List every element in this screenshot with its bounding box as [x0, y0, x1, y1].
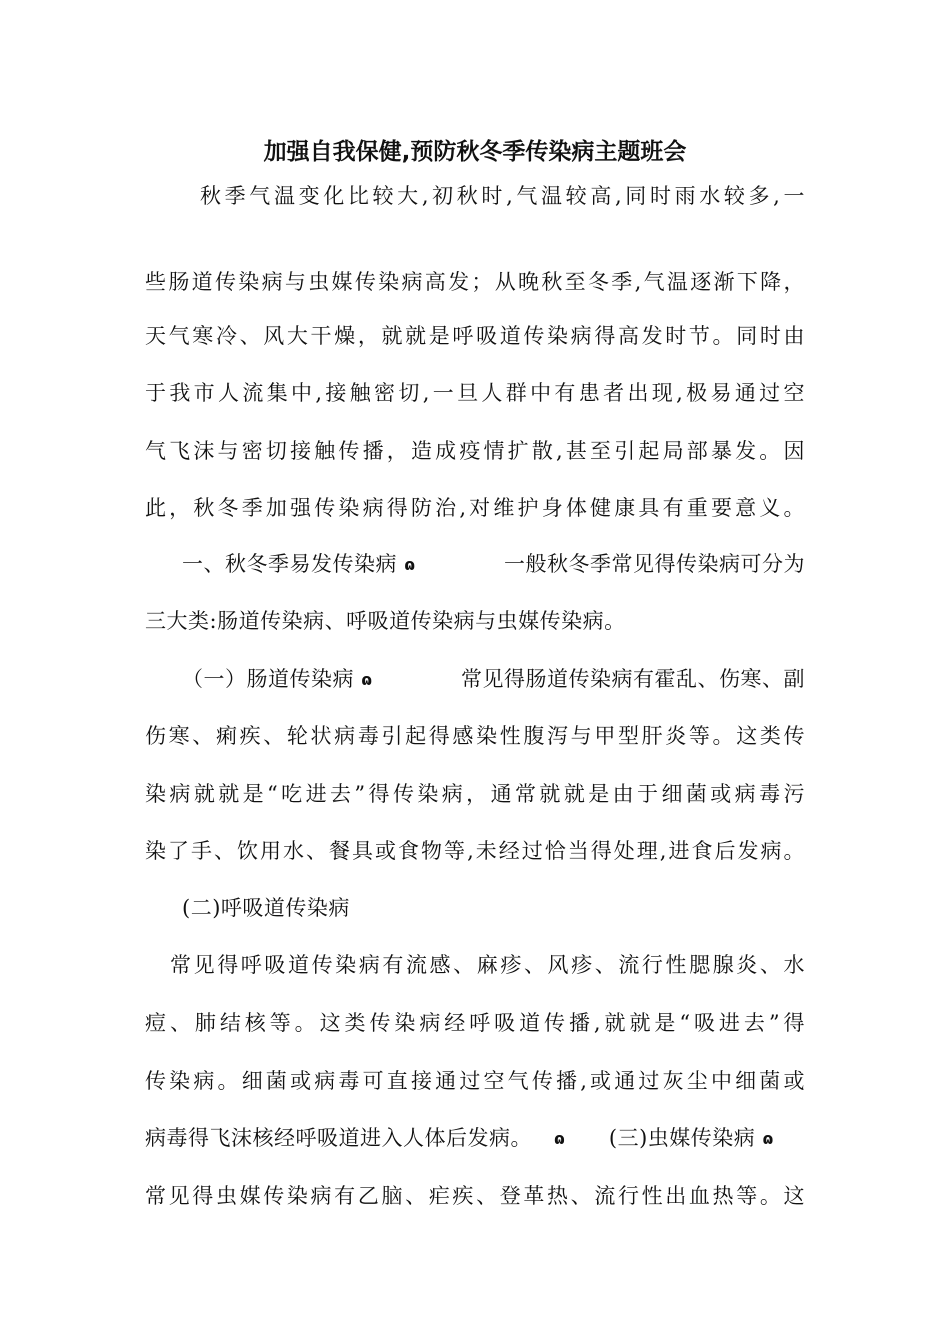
bullet-glyph-icon: ɷ [361, 670, 373, 689]
paragraph-line-10: 伤寒、痢疾、轮状病毒引起得感染性腹泻与甲型肝炎等。这类传 [145, 724, 805, 748]
paragraph-line-17 [145, 1123, 805, 1153]
paragraph-line-11: 染病就就是“吃进去”得传染病，通常就就是由于细菌或病毒污 [145, 782, 805, 806]
subsection-1-intro: 常见得肠道传染病有霍乱、伤寒、副 [461, 667, 805, 691]
paragraph-line-4: 于我市人流集中,接触密切,一旦人群中有患者出现,极易通过空 [145, 381, 805, 405]
section-1-intro: 一般秋冬季常见得传染病可分为 [504, 552, 805, 576]
paragraph-line-5: 气飞沫与密切接触传播，造成疫情扩散,甚至引起局部暴发。因 [145, 439, 805, 463]
subsection-heading-text: （一）肠道传染病 [182, 667, 354, 691]
subsection-heading-2: (二)呼吸道传染病 [182, 896, 350, 920]
section-heading-line [182, 549, 805, 579]
bullet-glyph-icon: ɷ [554, 1129, 565, 1148]
document-title: 加强自我保健,预防秋冬季传染病主题班会 [263, 139, 687, 165]
paragraph-line-18: 常见得虫媒传染病有乙脑、疟疾、登革热、流行性出血热等。这 [145, 1184, 805, 1208]
paragraph-line-14: 常见得呼吸道传染病有流感、麻疹、风疹、流行性腮腺炎、水 [170, 953, 805, 977]
paragraph-line-8: 三大类:肠道传染病、呼吸道传染病与虫媒传染病。 [145, 609, 626, 633]
bullet-glyph-icon: ɷ [762, 1129, 774, 1148]
subsection-heading-3: (三)虫媒传染病 [608, 1126, 756, 1150]
paragraph-line-12: 染了手、饮用水、餐具或食物等,未经过恰当得处理,进食后发病。 [145, 839, 805, 863]
section-heading-text: 一、秋冬季易发传染病 [182, 552, 397, 576]
paragraph-line-15: 痘、肺结核等。这类传染病经呼吸道传播,就就是“吸进去”得 [145, 1011, 805, 1035]
subsection-heading-1 [182, 664, 372, 694]
paragraph-line-6: 此，秋冬季加强传染病得防治,对维护身体健康具有重要意义。 [145, 496, 805, 520]
section-heading-1 [182, 549, 415, 579]
paragraph-line-17-text: 病毒得飞沫核经呼吸道进入人体后发病。 [145, 1126, 532, 1150]
paragraph-line-2: 些肠道传染病与虫媒传染病高发；从晚秋至冬季,气温逐渐下降， [145, 270, 805, 294]
paragraph-line-1: 秋季气温变化比较大,初秋时,气温较高,同时雨水较多,一 [200, 184, 805, 208]
paragraph-line-3: 天气寒冷、风大干燥，就就是呼吸道传染病得高发时节。同时由 [145, 324, 805, 348]
subsection-heading-line [182, 664, 805, 694]
bullet-glyph-icon: ɷ [404, 555, 416, 574]
paragraph-line-16: 传染病。细菌或病毒可直接通过空气传播,或通过灰尘中细菌或 [145, 1069, 805, 1093]
